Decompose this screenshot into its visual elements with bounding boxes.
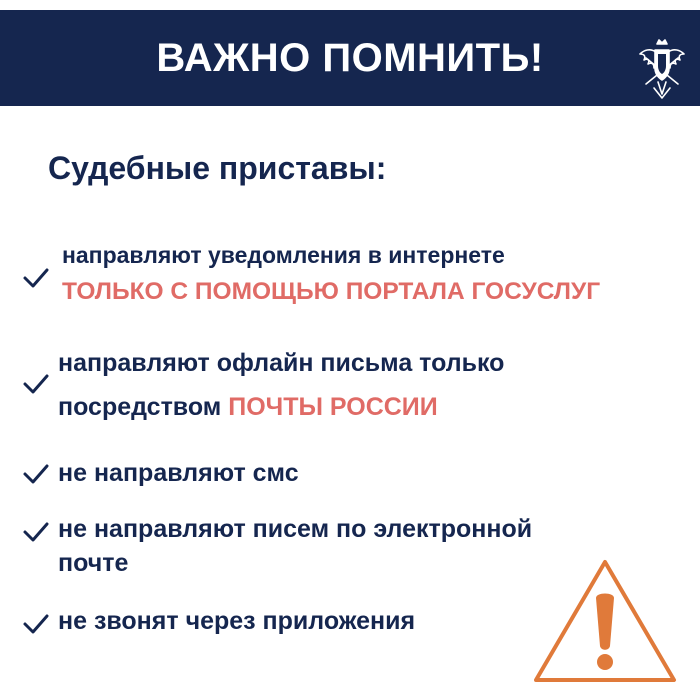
checkmark-icon	[22, 520, 50, 544]
accent-text: ПОЧТЫ РОССИИ	[228, 393, 438, 421]
subtitle: Судебные приставы:	[48, 150, 387, 186]
list-item-1-line2	[62, 276, 600, 308]
checkmark-icon	[22, 462, 50, 486]
fssp-eagle-emblem-icon	[636, 38, 688, 100]
plain-text: посредством	[58, 393, 229, 421]
list-item-5: не звонят через приложения	[58, 607, 416, 635]
list-item-3: не направляют смс	[58, 459, 299, 487]
checkmark-icon	[22, 612, 50, 636]
warning-triangle-icon	[530, 556, 680, 688]
checkmark-icon	[22, 372, 50, 396]
list-item-2-line2	[58, 390, 438, 424]
accent-text: ТОЛЬКО С ПОМОЩЬЮ ПОРТАЛА ГОСУСЛУГ	[62, 278, 601, 305]
list-item-2-line1: направляют офлайн письма только	[58, 349, 505, 377]
list-item-1-line1: направляют уведомления в интернете	[62, 242, 505, 268]
checkmark-icon	[22, 266, 50, 290]
list-item-4-line1: не направляют писем по электронной	[58, 515, 533, 543]
list-item-4-line2: почте	[58, 549, 129, 577]
page-title: ВАЖНО ПОМНИТЬ!	[156, 36, 544, 80]
header-banner	[0, 10, 700, 106]
